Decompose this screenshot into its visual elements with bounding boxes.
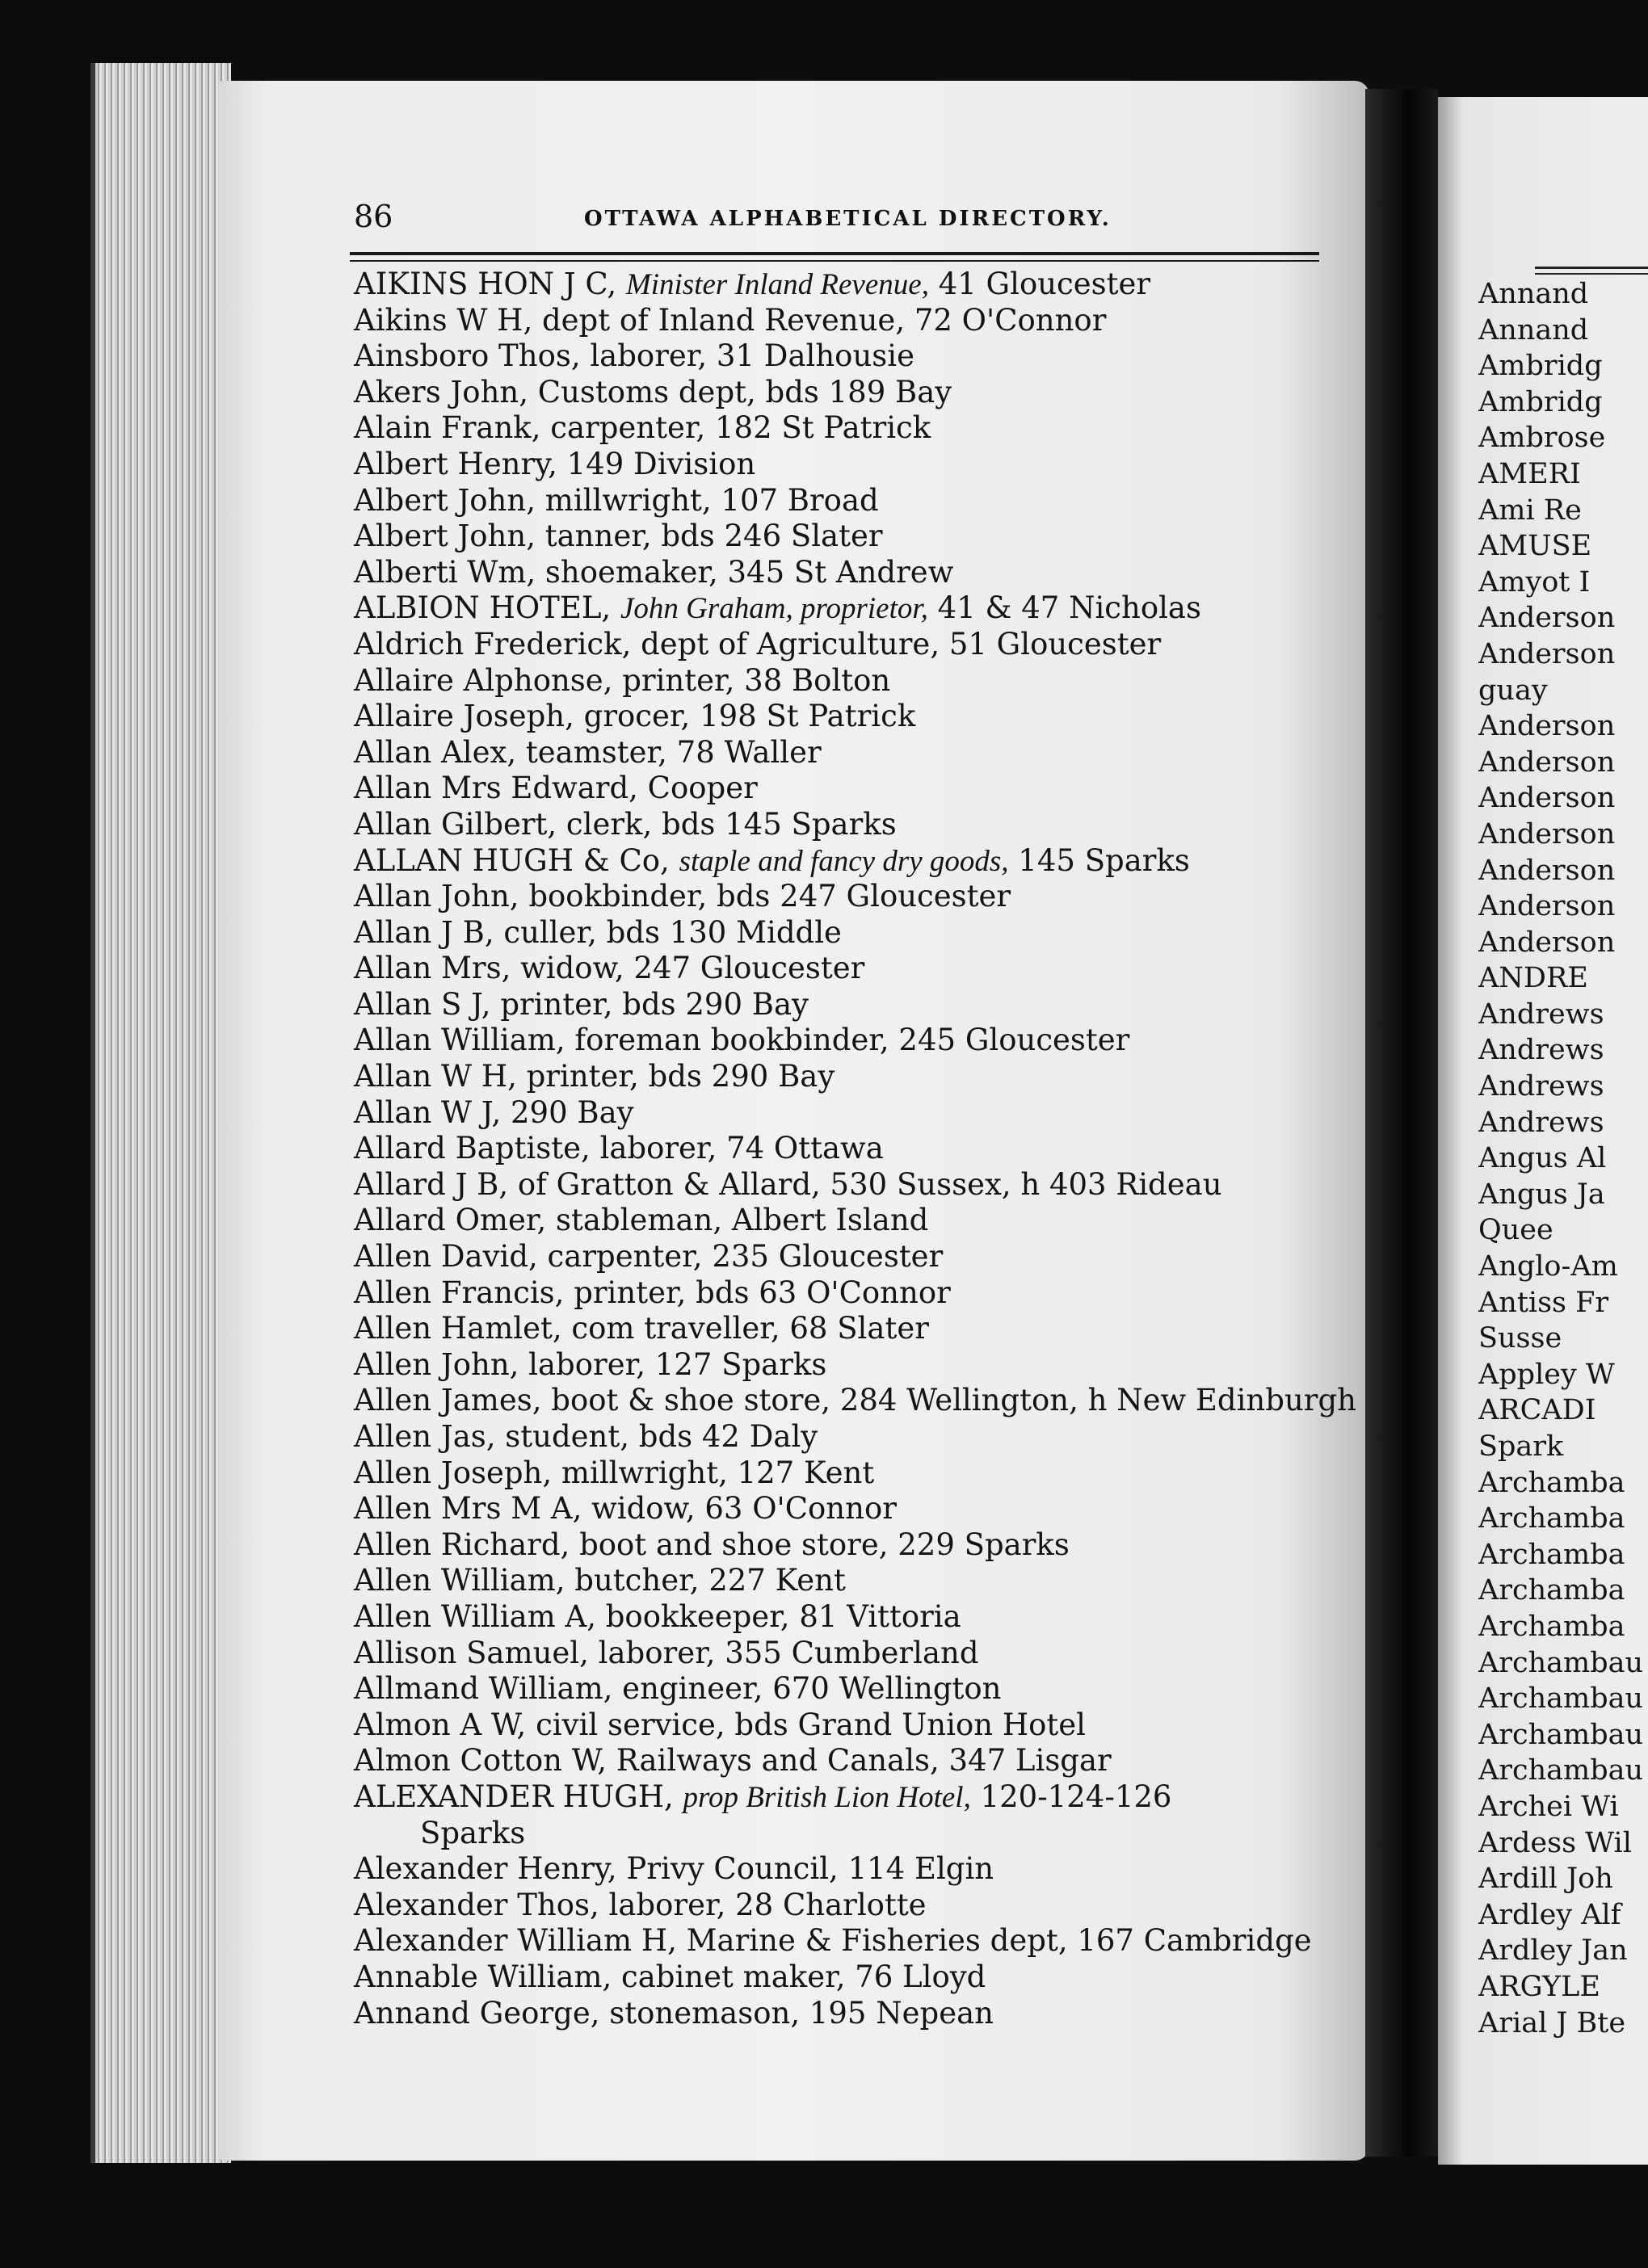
directory-entry	[354, 590, 1339, 627]
header-rule-thin	[350, 260, 1319, 262]
entry-text: Albert John, millwright, 107 Broad	[354, 482, 879, 518]
facing-header-rule-thick	[1535, 267, 1648, 269]
entry-description-italic: Minister Inland Revenue,	[625, 268, 929, 301]
facing-entry-fragment: ARGYLE	[1478, 1970, 1600, 2003]
entry-text: 41 & 47 Nicholas	[927, 590, 1201, 626]
entry-text: Albert Henry, 149 Division	[354, 446, 756, 481]
directory-entry	[354, 1131, 1339, 1167]
facing-entry-fragment: Susse	[1478, 1322, 1562, 1355]
directory-entry	[354, 1023, 1339, 1059]
directory-entry	[354, 447, 1339, 483]
entry-text: Allan W H, printer, bds 290 Bay	[354, 1059, 835, 1094]
entry-text: Almon A W, civil service, bds Grand Union Hotel	[354, 1707, 1086, 1742]
entry-text: Allen Richard, boot and shoe store, 229 Sparks	[354, 1527, 1070, 1562]
entry-text: ALBION HOTEL,	[354, 590, 620, 626]
directory-entry	[354, 267, 1339, 303]
directory-entry	[354, 483, 1339, 519]
entry-text: Allen James, boot & shoe store, 284 Wellington, h New Edinburgh	[354, 1383, 1356, 1418]
header-rule-thick	[350, 252, 1319, 255]
directory-entry	[354, 410, 1339, 447]
facing-entry-fragment: Archamba	[1478, 1466, 1625, 1499]
facing-entry-fragment: ANDRE	[1478, 962, 1588, 995]
entry-text: Allen William, butcher, 227 Kent	[354, 1563, 846, 1598]
directory-entry	[354, 1599, 1339, 1636]
entry-text: Allen Joseph, millwright, 127 Kent	[354, 1455, 875, 1490]
facing-entry-fragment: Archamba	[1478, 1610, 1625, 1643]
directory-entry	[354, 1419, 1339, 1455]
entry-text: Alexander Henry, Privy Council, 114 Elgin	[354, 1851, 994, 1887]
facing-entry-fragment: Archambau	[1478, 1682, 1644, 1716]
facing-entry-fragment: Spark	[1478, 1430, 1564, 1463]
directory-entry	[354, 338, 1339, 375]
entry-description-italic: John Graham, proprietor,	[620, 592, 928, 626]
entry-text: Allan Gilbert, clerk, bds 145 Sparks	[354, 806, 897, 842]
facing-entry-fragment: Anderson	[1478, 890, 1616, 923]
directory-entry	[354, 843, 1339, 880]
directory-entry	[354, 303, 1339, 339]
facing-entry-fragment: Annand	[1478, 278, 1589, 310]
directory-entry	[354, 1996, 1339, 2032]
entry-text: Allan S J, printer, bds 290 Bay	[354, 986, 809, 1022]
facing-header-rule-thin	[1535, 273, 1648, 275]
directory-entry	[354, 1888, 1339, 1924]
directory-entry	[354, 1383, 1356, 1419]
page-number: 86	[354, 199, 393, 234]
facing-entry-fragment: Anderson	[1478, 926, 1616, 959]
entry-text: Alberti Wm, shoemaker, 345 St Andrew	[354, 554, 954, 590]
entry-text: Allen Francis, printer, bds 63 O'Connor	[354, 1275, 951, 1310]
directory-entry	[354, 1779, 1339, 1816]
directory-entry	[354, 1095, 1339, 1132]
facing-entry-fragment: Antiss Fr	[1478, 1286, 1609, 1319]
entry-text: Aldrich Frederick, dept of Agriculture, 51 Gloucester	[354, 626, 1162, 662]
entry-text: Annand George, stonemason, 195 Nepean	[354, 1995, 994, 2031]
directory-entry	[354, 627, 1339, 663]
entry-text: Allan W J, 290 Bay	[354, 1094, 634, 1130]
facing-entry-fragment: AMERI	[1478, 457, 1581, 490]
directory-entry	[354, 699, 1339, 735]
facing-entry-fragment: Angus Ja	[1478, 1178, 1605, 1211]
facing-entry-fragment: Andrews	[1478, 998, 1604, 1031]
facing-entry-fragment: Ardess Wil	[1478, 1826, 1632, 1859]
entry-text: Allison Samuel, laborer, 355 Cumberland	[354, 1635, 979, 1670]
facing-entry-fragment: Anderson	[1478, 817, 1616, 850]
facing-entry-fragment: Ambridg	[1478, 385, 1603, 418]
directory-entry	[354, 771, 1339, 807]
directory-entry	[354, 519, 1339, 555]
facing-entry-fragment: guay	[1478, 674, 1548, 707]
facing-entry-fragment: Anderson	[1478, 746, 1616, 779]
entry-text: Alain Frank, carpenter, 182 St Patrick	[354, 410, 931, 446]
facing-entry-fragment: Anderson	[1478, 637, 1616, 670]
facing-entry-fragment: Andrews	[1478, 1034, 1604, 1067]
directory-entry-continuation	[354, 1816, 1339, 1852]
directory-entry	[354, 555, 1339, 591]
facing-page-column	[1478, 276, 1648, 2041]
entry-text: ALLAN HUGH & Co,	[354, 842, 679, 878]
facing-entry-fragment: Annand	[1478, 313, 1589, 346]
facing-entry-fragment: Appley W	[1478, 1358, 1615, 1391]
facing-entry-fragment: Ambridg	[1478, 350, 1603, 383]
entry-text: Annable William, cabinet maker, 76 Lloyd	[354, 1959, 986, 1994]
facing-entry-fragment: Anderson	[1478, 782, 1616, 815]
facing-entry-fragment: Arial J Bte	[1478, 2006, 1626, 2039]
entry-description-italic: staple and fancy dry goods,	[679, 844, 1009, 878]
entry-text: Allard Baptiste, laborer, 74 Ottawa	[354, 1131, 884, 1166]
directory-entry	[354, 1311, 1339, 1347]
facing-entry-fragment: Anglo-Am	[1478, 1250, 1618, 1283]
entry-text: 41 Gloucester	[928, 267, 1151, 301]
facing-entry-fragment: Archei Wi	[1478, 1790, 1619, 1823]
facing-entry-fragment: Ardley Jan	[1478, 1934, 1628, 1968]
facing-entry-fragment: Archambau	[1478, 1718, 1644, 1751]
directory-entry	[354, 735, 1339, 771]
entry-text: Almon Cotton W, Railways and Canals, 347 Lisgar	[354, 1743, 1112, 1779]
entry-text: Allan Mrs Edward, Cooper	[354, 771, 758, 806]
directory-entry	[354, 663, 1339, 699]
directory-entry	[354, 1707, 1339, 1744]
facing-entry-fragment: AMUSE	[1478, 530, 1592, 563]
entry-text: ALEXANDER HUGH,	[354, 1779, 683, 1814]
facing-entry-fragment: Anderson	[1478, 710, 1616, 743]
facing-entry-fragment: Anderson	[1478, 602, 1616, 635]
entry-text: Akers John, Customs dept, bds 189 Bay	[354, 374, 952, 410]
directory-entry	[354, 1527, 1339, 1564]
entry-text: Allan J B, culler, bds 130 Middle	[354, 914, 842, 950]
directory-entry	[354, 375, 1339, 411]
directory-entry	[354, 915, 1339, 951]
book-page-edges	[90, 63, 231, 2163]
entry-text: Allan Alex, teamster, 78 Waller	[354, 734, 822, 770]
entry-description-italic: prop British Lion Hotel,	[683, 1780, 971, 1814]
entry-text: Allaire Joseph, grocer, 198 St Patrick	[354, 699, 916, 734]
entry-text: Alexander Thos, laborer, 28 Charlotte	[354, 1887, 927, 1922]
facing-entry-fragment: Andrews	[1478, 1106, 1604, 1139]
entry-text: Allard Omer, stableman, Albert Island	[354, 1203, 929, 1238]
directory-entry	[354, 1491, 1339, 1527]
facing-entry-fragment: Archamba	[1478, 1574, 1625, 1607]
facing-entry-fragment: Archambau	[1478, 1646, 1644, 1679]
entry-text: 145 Sparks	[1008, 842, 1190, 878]
entry-text: Alexander William H, Marine & Fisheries dept, 167 Cambridge	[354, 1923, 1312, 1959]
directory-entry	[354, 951, 1339, 987]
facing-entry-fragment: Ambrose	[1478, 422, 1606, 455]
directory-entry	[354, 1671, 1339, 1707]
directory-entry	[354, 1455, 1339, 1492]
directory-entry	[354, 1636, 1339, 1672]
facing-entry-fragment: Quee	[1478, 1214, 1553, 1247]
entry-text: Allen William A, bookkeeper, 81 Vittoria	[354, 1598, 961, 1634]
facing-entry-fragment: Ardley Alf	[1478, 1898, 1621, 1931]
entry-text: Allen Hamlet, com traveller, 68 Slater	[354, 1311, 929, 1346]
facing-entry-fragment: Ami Re	[1478, 494, 1582, 527]
facing-entry-fragment: Angus Al	[1478, 1142, 1607, 1175]
directory-entry	[354, 987, 1339, 1023]
entry-text: Allan William, foreman bookbinder, 245 Gloucester	[354, 1023, 1130, 1058]
entry-text: Allen Mrs M A, widow, 63 O'Connor	[354, 1491, 897, 1527]
running-title: OTTAWA ALPHABETICAL DIRECTORY.	[584, 207, 1112, 231]
facing-entry-fragment: Anderson	[1478, 854, 1616, 887]
page-header	[354, 199, 1317, 247]
directory-entry	[354, 1851, 1339, 1888]
entry-text: Allard J B, of Gratton & Allard, 530 Sussex, h 403 Rideau	[354, 1166, 1222, 1202]
entry-text: Allmand William, engineer, 670 Wellington	[354, 1671, 1002, 1707]
directory-entry	[354, 879, 1339, 915]
directory-entry	[354, 1275, 1339, 1312]
entry-text: Allen David, carpenter, 235 Gloucester	[354, 1239, 944, 1275]
entry-text: Allen Jas, student, bds 42 Daly	[354, 1419, 818, 1454]
entry-text: Allan Mrs, widow, 247 Gloucester	[354, 951, 865, 986]
directory-entry	[354, 1347, 1339, 1384]
facing-entry-fragment: ARCADI	[1478, 1394, 1596, 1427]
directory-entry	[354, 1059, 1339, 1095]
facing-entry-fragment: Archamba	[1478, 1538, 1625, 1571]
entry-text: Sparks	[420, 1815, 526, 1850]
facing-entry-fragment: Amyot I	[1478, 565, 1591, 598]
directory-entry	[354, 1959, 1339, 1996]
entry-text: Ainsboro Thos, laborer, 31 Dalhousie	[354, 338, 914, 374]
directory-entry	[354, 1167, 1339, 1203]
book-gutter	[1365, 89, 1438, 2157]
directory-entries	[354, 267, 1356, 2031]
directory-entry	[354, 1563, 1339, 1599]
facing-entry-fragment: Ardill Joh	[1478, 1863, 1613, 1896]
facing-entry-fragment: Archambau	[1478, 1754, 1644, 1787]
directory-entry	[354, 1239, 1339, 1275]
facing-entry-fragment: Andrews	[1478, 1070, 1604, 1103]
entry-text: Albert John, tanner, bds 246 Slater	[354, 519, 883, 554]
directory-entry	[354, 807, 1339, 843]
facing-entry-fragment: Archamba	[1478, 1502, 1625, 1535]
entry-text: Aikins W H, dept of Inland Revenue, 72 O'Connor	[354, 302, 1107, 338]
directory-entry	[354, 1743, 1339, 1779]
entry-text: Allan John, bookbinder, bds 247 Gloucester	[354, 879, 1011, 914]
directory-entry	[354, 1923, 1339, 1959]
directory-entry	[354, 1203, 1339, 1239]
entry-text: 120-124-126	[970, 1779, 1172, 1814]
entry-text: Allaire Alphonse, printer, 38 Bolton	[354, 662, 891, 698]
entry-text: AIKINS HON J C,	[354, 267, 626, 301]
entry-text: Allen John, laborer, 127 Sparks	[354, 1346, 827, 1382]
